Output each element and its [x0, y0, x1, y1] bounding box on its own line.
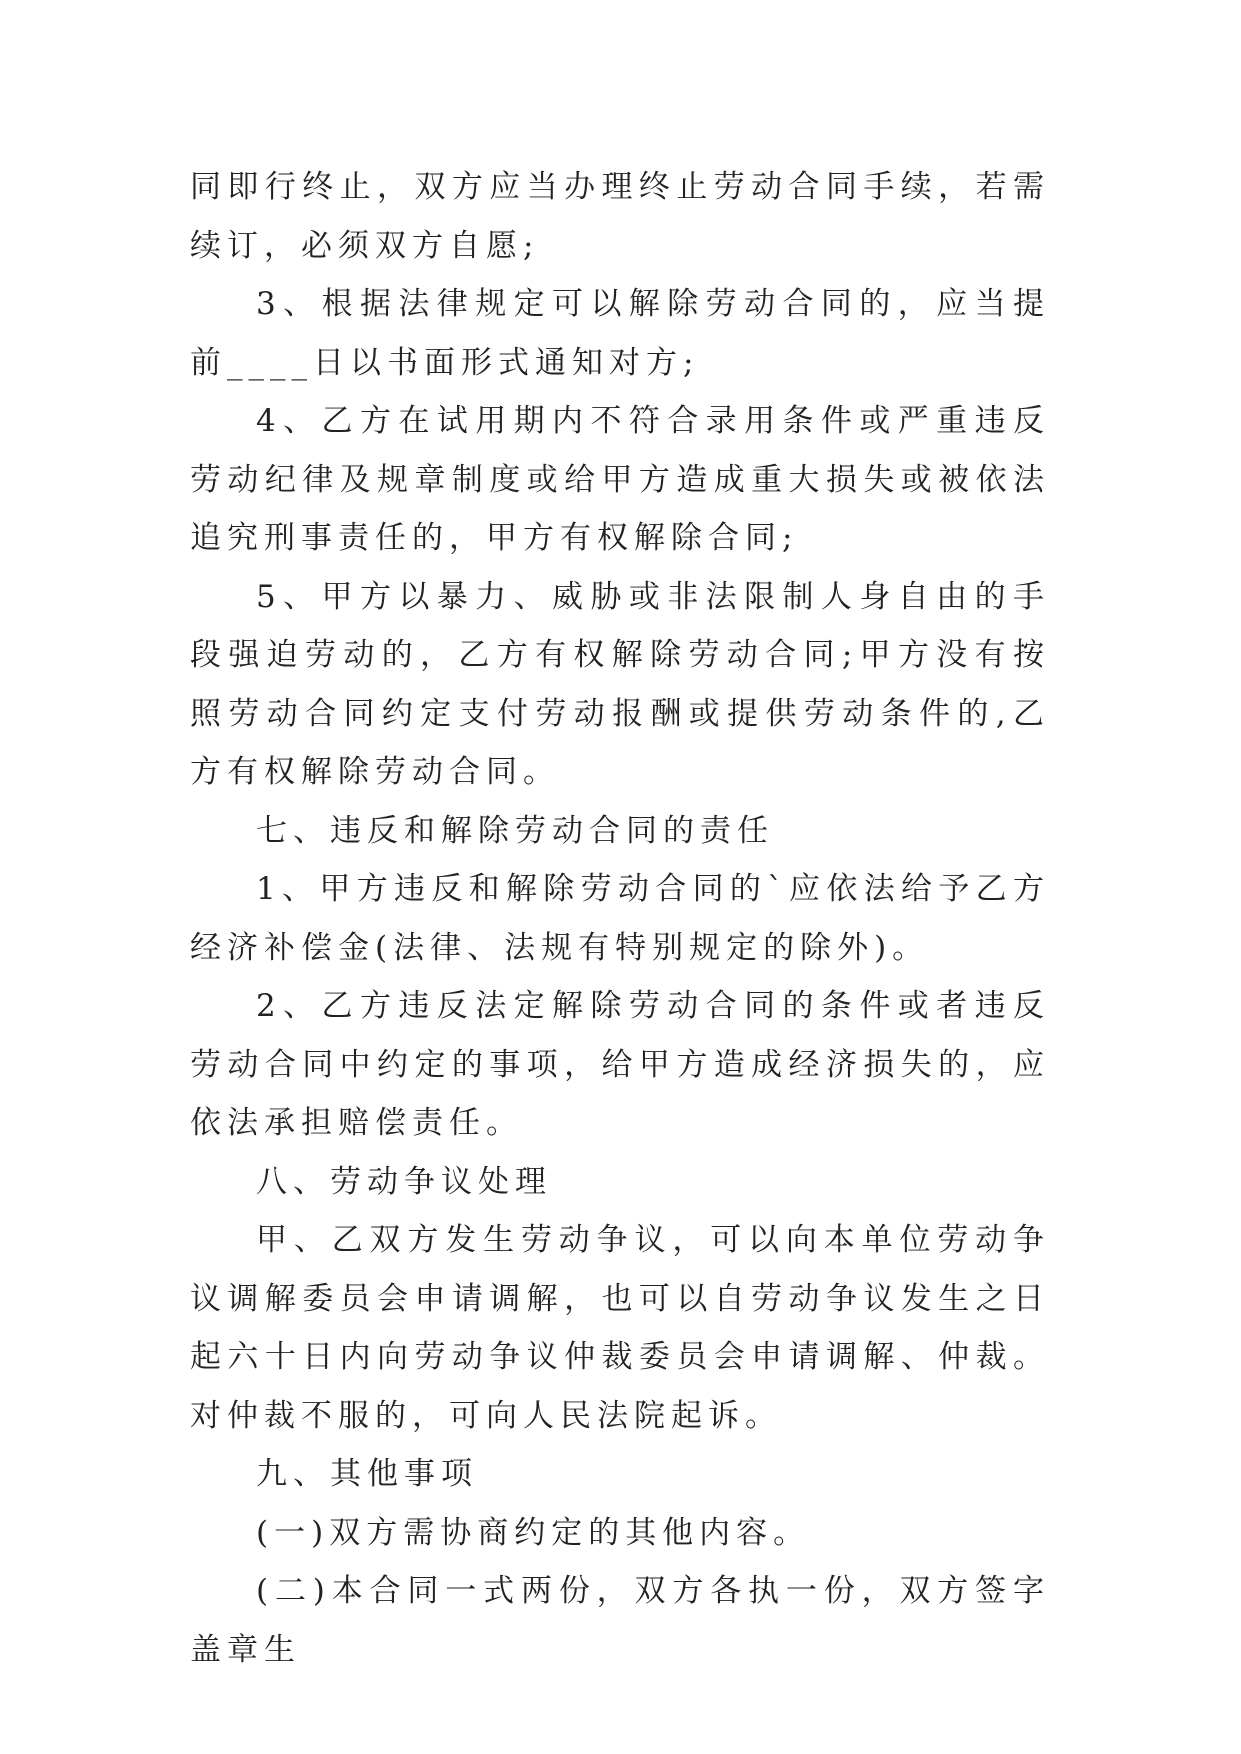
section-heading-9: 九、其他事项	[256, 1456, 478, 1492]
section-heading-7: 七、违反和解除劳动合同的责任	[256, 812, 774, 849]
paragraph-section7-item-1: 1、甲方违反和解除劳动合同的`应依法给予乙方经济补偿金(法律、法规有特别规定的除外)。	[190, 871, 1050, 966]
paragraph-clause-3: 3、根据法律规定可以解除劳动合同的，应当提前____日以书面形式通知对方;	[190, 286, 1050, 381]
paragraph-termination-continuation: 同即行终止，双方应当办理终止劳动合同手续，若需续订，必须双方自愿;	[190, 169, 1050, 264]
document-body	[190, 158, 1050, 1679]
paragraph-clause-5: 5、甲方以暴力、威胁或非法限制人身自由的手段强迫劳动的，乙方有权解除劳动合同;甲方没有按照劳动合同约定支付劳动报酬或提供劳动条件的,乙方有权解除劳动合同。	[190, 578, 1050, 790]
paragraph-clause-4: 4、乙方在试用期内不符合录用条件或严重违反劳动纪律及规章制度或给甲方造成重大损失或被依法追究刑事责任的，甲方有权解除合同;	[190, 403, 1050, 556]
paragraph-section9-item-1: (一)双方需协商约定的其他内容。	[256, 1514, 811, 1551]
paragraph-section9-item-2: (二)本合同一式两份，双方各执一份，双方签字盖章生	[190, 1573, 1050, 1668]
paragraph-section7-item-2: 2、乙方违反法定解除劳动合同的条件或者违反劳动合同中约定的事项，给甲方造成经济损失的，应依法承担赔偿责任。	[190, 988, 1050, 1141]
paragraph-section8-body: 甲、乙双方发生劳动争议，可以向本单位劳动争议调解委员会申请调解，也可以自劳动争议发生之日起六十日内向劳动争议仲裁委员会申请调解、仲裁。对仲裁不服的，可向人民法院起诉。	[190, 1222, 1050, 1434]
section-heading-8: 八、劳动争议处理	[256, 1163, 552, 1200]
